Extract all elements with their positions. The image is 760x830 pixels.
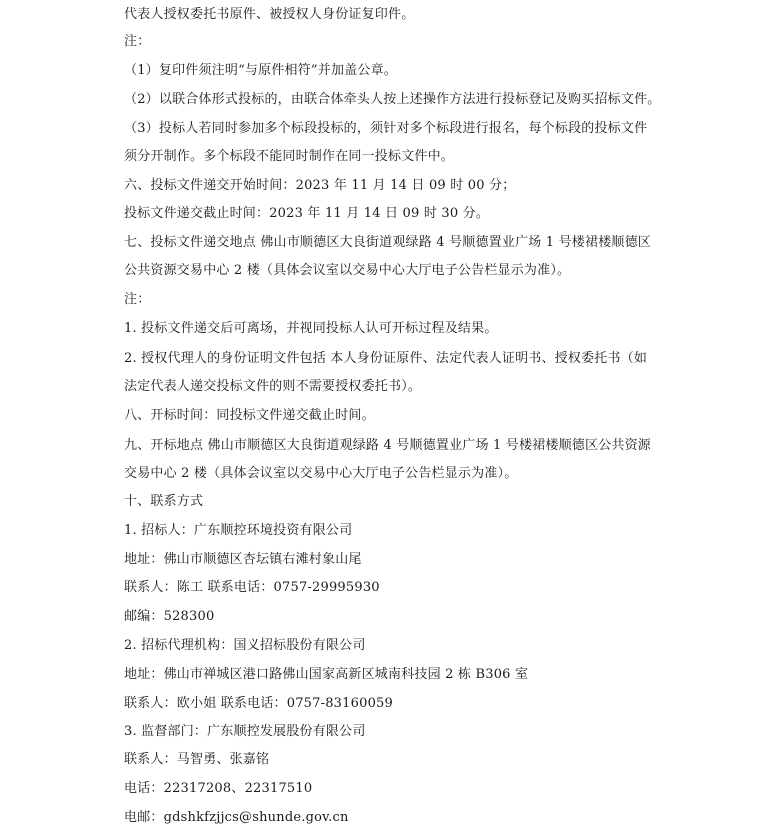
text-line: 公共资源交易中心 2 楼（具体会议室以交易中心大厅电子公告栏显示为准）。 <box>124 263 571 278</box>
text-line: 1. 招标人：广东顺控环境投资有限公司 <box>124 523 353 538</box>
text-line: 电话：22317208、22317510 <box>124 781 313 796</box>
text-line: 2. 招标代理机构：国义招标股份有限公司 <box>124 638 366 653</box>
text-line: （1）复印件须注明“与原件相符”并加盖公章。 <box>124 63 397 78</box>
text-line: 联系人：马智勇、张嘉铭 <box>124 752 270 767</box>
text-line: （2）以联合体形式投标的，由联合体牵头人按上述操作方法进行投标登记及购买招标文件。 <box>124 92 661 107</box>
text-line: 3. 监督部门：广东顺控发展股份有限公司 <box>124 724 366 739</box>
text-line: 注： <box>124 34 151 49</box>
text-line: 地址：佛山市禅城区港口路佛山国家高新区城南科技园 2 栋 B306 室 <box>124 667 529 682</box>
text-line: 联系人：陈工 联系电话：0757-29995930 <box>124 580 380 595</box>
text-line: 1. 投标文件递交后可离场，并视同投标人认可开标过程及结果。 <box>124 321 498 336</box>
text-line: 须分开制作。多个标段不能同时制作在同一投标文件中。 <box>124 149 455 164</box>
text-line: 联系人：欧小姐 联系电话：0757-83160059 <box>124 696 393 711</box>
text-line: 2. 授权代理人的身份证明文件包括 本人身份证原件、法定代表人证明书、授权委托书（如 <box>124 351 648 366</box>
text-line: 交易中心 2 楼（具体会议室以交易中心大厅电子公告栏显示为准）。 <box>124 466 518 481</box>
text-line: 六、投标文件递交开始时间：2023 年 11 月 14 日 09 时 00 分； <box>124 178 516 193</box>
text-line: 法定代表人递交投标文件的则不需要授权委托书）。 <box>124 379 422 394</box>
text-line: 投标文件递交截止时间：2023 年 11 月 14 日 09 时 30 分。 <box>124 206 490 221</box>
text-line: 电邮：gdshkfzjjcs@shunde.gov.cn <box>124 810 349 825</box>
text-line: 注： <box>124 292 151 307</box>
section-heading: 十、联系方式 <box>124 494 204 509</box>
text-line: 七、投标文件递交地点 佛山市顺德区大良街道观绿路 4 号顺德置业广场 1 号楼裙楼顺德区 <box>124 235 652 250</box>
text-line: 八、开标时间：同投标文件递交截止时间。 <box>124 408 375 423</box>
text-line: 邮编：528300 <box>124 609 215 624</box>
text-line: 代表人授权委托书原件、被授权人身份证复印件。 <box>124 7 415 22</box>
text-line: 地址：佛山市顺德区杏坛镇右滩村象山尾 <box>124 552 362 567</box>
text-line: （3）投标人若同时参加多个标段投标的，须针对多个标段进行报名，每个标段的投标文件 <box>124 121 648 136</box>
text-line: 九、开标地点 佛山市顺德区大良街道观绿路 4 号顺德置业广场 1 号楼裙楼顺德区公共资源 <box>124 438 652 453</box>
